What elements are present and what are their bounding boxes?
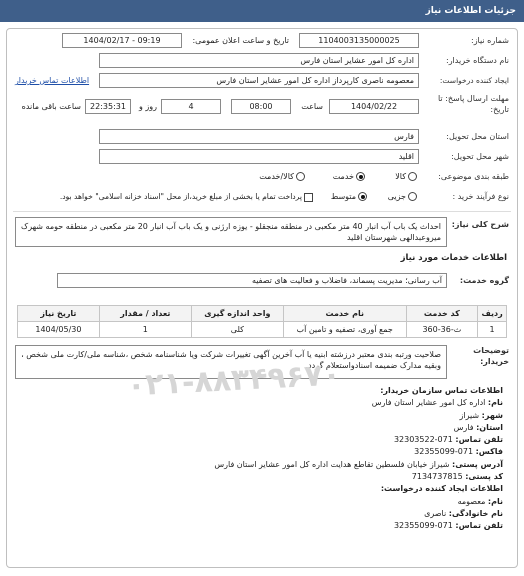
radio-selected-icon [358,192,367,201]
summary-text: احداث یک باب آب انبار 40 متر مکعبی در منطقه منجقلو - یوزه ارژنی و یک باب آب انبار 20 متر مکعبی در منطقه حومه شهرک میروعبدالهی شهرستان اقلید [15,217,447,247]
process-option-minor[interactable]: جزیی [388,189,419,205]
cell-date: 1404/05/30 [18,322,100,338]
radio-selected-icon [356,172,365,181]
creator-line-name: نام: معصومه [457,496,503,506]
need-number-label: شماره نیاز: [471,36,509,45]
city-row [7,149,517,165]
buyer-contact-block [214,385,503,533]
page-header [0,0,524,22]
day-label: روز و [139,102,157,111]
col-row-header: ردیف [478,306,507,322]
col-code-header: کد خدمت [406,306,478,322]
category-label: طبقه بندی موضوعی: [438,172,509,181]
process-label: نوع فرآیند خرید : [452,192,509,201]
city-field: اقلید [99,149,419,164]
remaining-label: ساعت باقی مانده [21,102,81,111]
deadline-date-field: 1404/02/22 [329,99,419,114]
cell-code: ث-36-360 [406,322,478,338]
category-option-service[interactable]: خدمت [333,169,367,185]
buyer-row [7,53,517,69]
announce-field: 1404/02/17 - 09:19 [62,33,182,48]
remaining-time-field: 22:35:31 [85,99,131,114]
service-group-label: گروه خدمت: [459,276,509,285]
city-label: شهر محل تحویل: [451,152,509,161]
creator-contact-title: اطلاعات ایجاد کننده درخواست: [380,484,503,494]
cell-unit: کلی [191,322,283,338]
contact-line-phone: تلفن تماس: 071-32303522 [393,435,503,445]
table-header-row [18,306,507,322]
category-option-goods-service[interactable]: کالا/خدمت [259,169,307,185]
radio-icon [408,172,417,181]
creator-field: معصومه ناصری کارپرداز اداره کل امور عشایر استان فارس [99,73,419,88]
summary-label: شرح کلی نیاز: [451,220,509,229]
need-number-row [7,33,517,49]
col-qty-header: تعداد / مقدار [99,306,191,322]
day-count-field: 4 [161,99,221,114]
announce-label: تاریخ و ساعت اعلان عمومی: [192,36,289,45]
services-title: اطلاعات خدمات مورد نیاز [400,253,507,263]
buyer-field: اداره کل امور عشایر استان فارس [99,53,419,68]
process-row [7,189,517,205]
cell-row: 1 [478,322,507,338]
payment-option[interactable]: پرداخت تمام یا بخشی از مبلغ خرید،از محل "اسناد خزانه اسلامی" خواهد بود. [60,189,315,205]
buyer-contact-link[interactable]: اطلاعات تماس خریدار [14,76,90,85]
creator-label: ایجاد کننده درخواست: [439,76,509,85]
cell-qty: 1 [99,322,191,338]
contact-line-province: استان: فارس [453,422,503,432]
cell-name: جمع آوری، تصفیه و تامین آب [283,322,406,338]
creator-row [7,73,517,89]
category-option-goods[interactable]: کالا [395,169,419,185]
radio-icon [408,192,417,201]
deadline-label: مهلت ارسال پاسخ: تا تاریخ: [437,94,509,114]
buyer-label: نام دستگاه خریدار: [446,56,509,65]
category-row [7,169,517,185]
creator-line-family: نام خانوادگی: ناصری [424,508,503,518]
need-details-panel [6,28,518,568]
contact-line-fax: فاکس: 071-32355099 [414,447,503,457]
radio-icon [296,172,305,181]
contact-line-name: نام: اداره کل امور عشایر استان فارس [371,398,503,408]
page-title: جزئیات اطلاعات نیاز [425,6,516,16]
province-field: فارس [99,129,419,144]
deadline-row [7,93,517,121]
notes-label: توضیحات خریدار: [473,346,509,366]
process-option-medium[interactable]: متوسط [331,189,369,205]
contact-line-postal: کد پستی: 7134737815 [411,472,503,482]
divider [13,211,511,212]
service-group-row [7,273,517,289]
service-group-field: آب رسانی؛ مدیریت پسماند، فاضلاب و فعالیت های تصفیه [57,273,447,288]
province-label: استان محل تحویل: [446,132,509,141]
notes-text: صلاحیت ورتبه بندی معتبر درزشته ابنیه یا آب آخرین آگهی تغییرات شرکت ویا شناسنامه شخص ،شناسه ملی/کارت ملی شخص ، وبقیه مدارک ضمیمه اسنادواستعلام گردد. [15,345,447,379]
col-name-header: نام خدمت [283,306,406,322]
services-table [17,305,507,338]
contact-line-address: آدرس پستی: شیراز خیابان فلسطین تقاطع هدایت اداره کل امور عشایر استان فارس [214,459,503,469]
need-number-field: 1104003135000025 [299,33,419,48]
checkbox-icon [304,193,313,202]
contact-line-city: شهر: شیراز [459,410,503,420]
phone-watermark: ۰۲۱-۸۸۳۴۹۶۷۰ [126,357,342,404]
contact-title: اطلاعات تماس سازمان خریدار: [380,386,503,395]
deadline-hour-field: 08:00 [231,99,291,114]
summary-row [7,217,517,247]
province-row [7,129,517,145]
table-row [18,322,507,338]
hour-label: ساعت [301,102,323,111]
creator-line-phone: تلفن تماس: 071-32355099 [393,521,503,531]
col-unit-header: واحد اندازه گیری [191,306,283,322]
col-date-header: تاریخ نیاز [18,306,100,322]
